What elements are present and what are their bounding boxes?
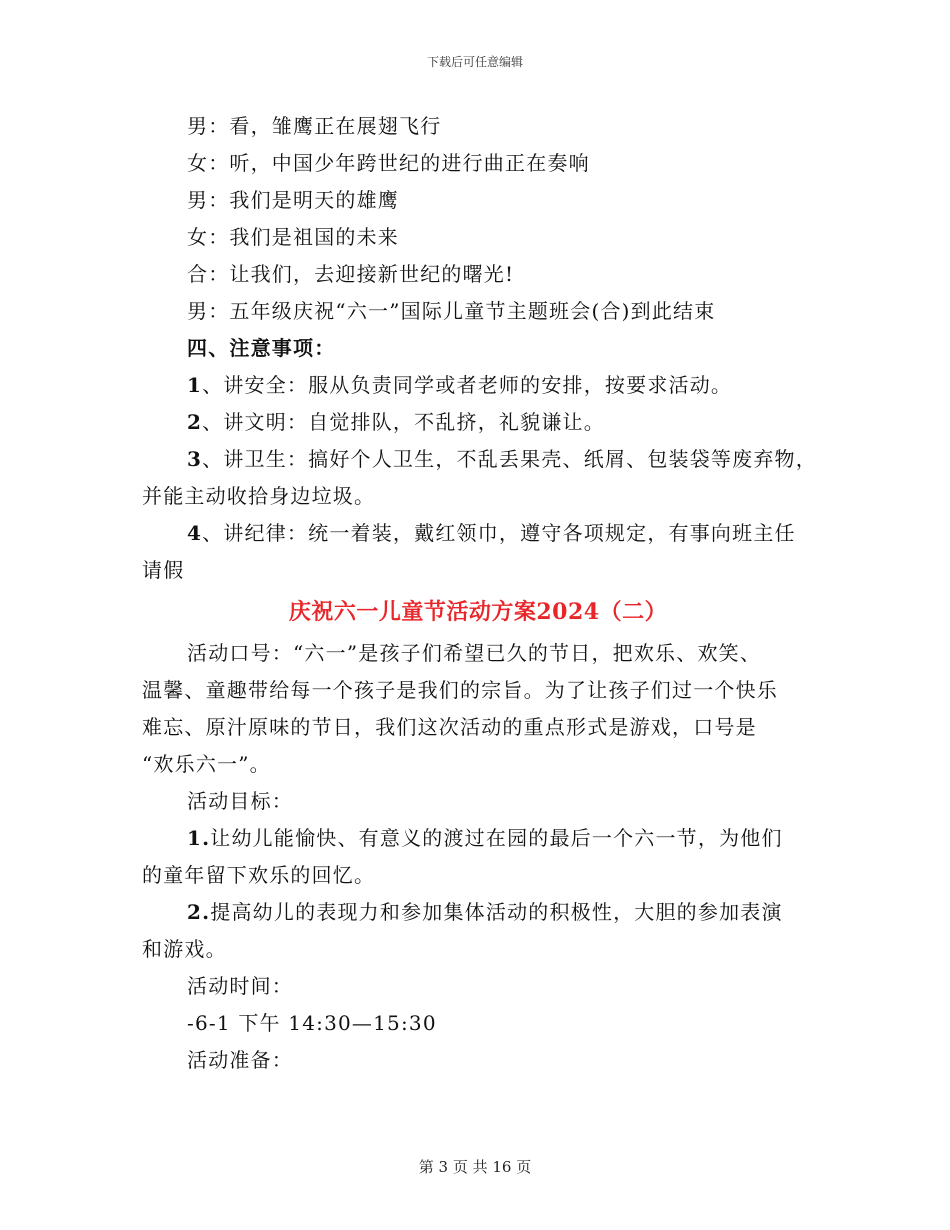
note-text: 、讲安全：服从负责同学或者老师的安排，按要求活动。 bbox=[202, 373, 733, 397]
note-number: 2 bbox=[187, 410, 203, 434]
goal-continuation: 的童年留下欢乐的回忆。 bbox=[142, 863, 376, 887]
goal-number: 2. bbox=[187, 900, 211, 924]
note-item bbox=[142, 367, 814, 404]
page-footer: 第 3 页 共 16 页 bbox=[418, 1158, 532, 1176]
prep-heading: 活动准备： bbox=[187, 1048, 293, 1072]
section-heading: 四、注意事项： bbox=[187, 336, 336, 360]
dialogue-line: 合：让我们，去迎接新世纪的曙光! bbox=[187, 262, 515, 286]
time-heading: 活动时间： bbox=[187, 974, 293, 998]
note-text: 、讲文明：自觉排队，不乱挤，礼貌谦让。 bbox=[202, 410, 605, 434]
dialogue-line: 女：我们是祖国的未来 bbox=[187, 225, 399, 249]
goal-item bbox=[142, 820, 814, 857]
note-continuation: 并能主动收拾身边垃圾。 bbox=[142, 484, 376, 508]
note-text: 、讲卫生：搞好个人卫生，不乱丢果壳、纸屑、包装袋等废弃物， bbox=[202, 447, 817, 471]
note-item bbox=[142, 404, 814, 441]
document-body bbox=[142, 108, 817, 1079]
goal-continuation: 和游戏。 bbox=[142, 937, 227, 961]
note-item bbox=[142, 441, 817, 478]
note-item bbox=[142, 515, 814, 552]
dialogue-line: 男：五年级庆祝“六一”国际儿童节主题班会(合)到此结束 bbox=[187, 299, 716, 323]
page-header: 下载后可任意编辑 bbox=[426, 55, 523, 69]
section-title: 庆祝六一儿童节活动方案2024（二） bbox=[288, 599, 668, 625]
dialogue-line: 男：看，雏鹰正在展翅飞行 bbox=[187, 114, 442, 138]
slogan-line: 难忘、原汁原味的节日，我们这次活动的重点形式是游戏，口号是 bbox=[142, 715, 757, 739]
slogan-line: 活动口号：“六一”是孩子们希望已久的节日，把欢乐、欢笑、 bbox=[187, 641, 762, 665]
goal-number: 1. bbox=[187, 826, 211, 850]
goal-text: 让幼儿能愉快、有意义的渡过在园的最后一个六一节，为他们 bbox=[210, 826, 783, 850]
note-number: 3 bbox=[187, 447, 203, 471]
dialogue-line: 女：听，中国少年跨世纪的进行曲正在奏响 bbox=[187, 151, 590, 175]
dialogue-line: 男：我们是明天的雄鹰 bbox=[187, 188, 399, 212]
slogan-line: 温馨、童趣带给每一个孩子是我们的宗旨。为了让孩子们过一个快乐 bbox=[142, 678, 778, 702]
time-value: -6-1 下午 14:30—15:30 bbox=[187, 1011, 437, 1035]
slogan-line: “欢乐六一”。 bbox=[142, 752, 271, 776]
goal-item bbox=[142, 894, 814, 931]
goals-heading: 活动目标： bbox=[187, 789, 293, 813]
note-number: 4 bbox=[187, 521, 203, 545]
note-continuation: 请假 bbox=[142, 558, 185, 582]
note-text: 、讲纪律：统一着装，戴红领巾，遵守各项规定，有事向班主任 bbox=[202, 521, 796, 545]
goal-text: 提高幼儿的表现力和参加集体活动的积极性，大胆的参加表演 bbox=[210, 900, 783, 924]
note-number: 1 bbox=[187, 373, 203, 397]
